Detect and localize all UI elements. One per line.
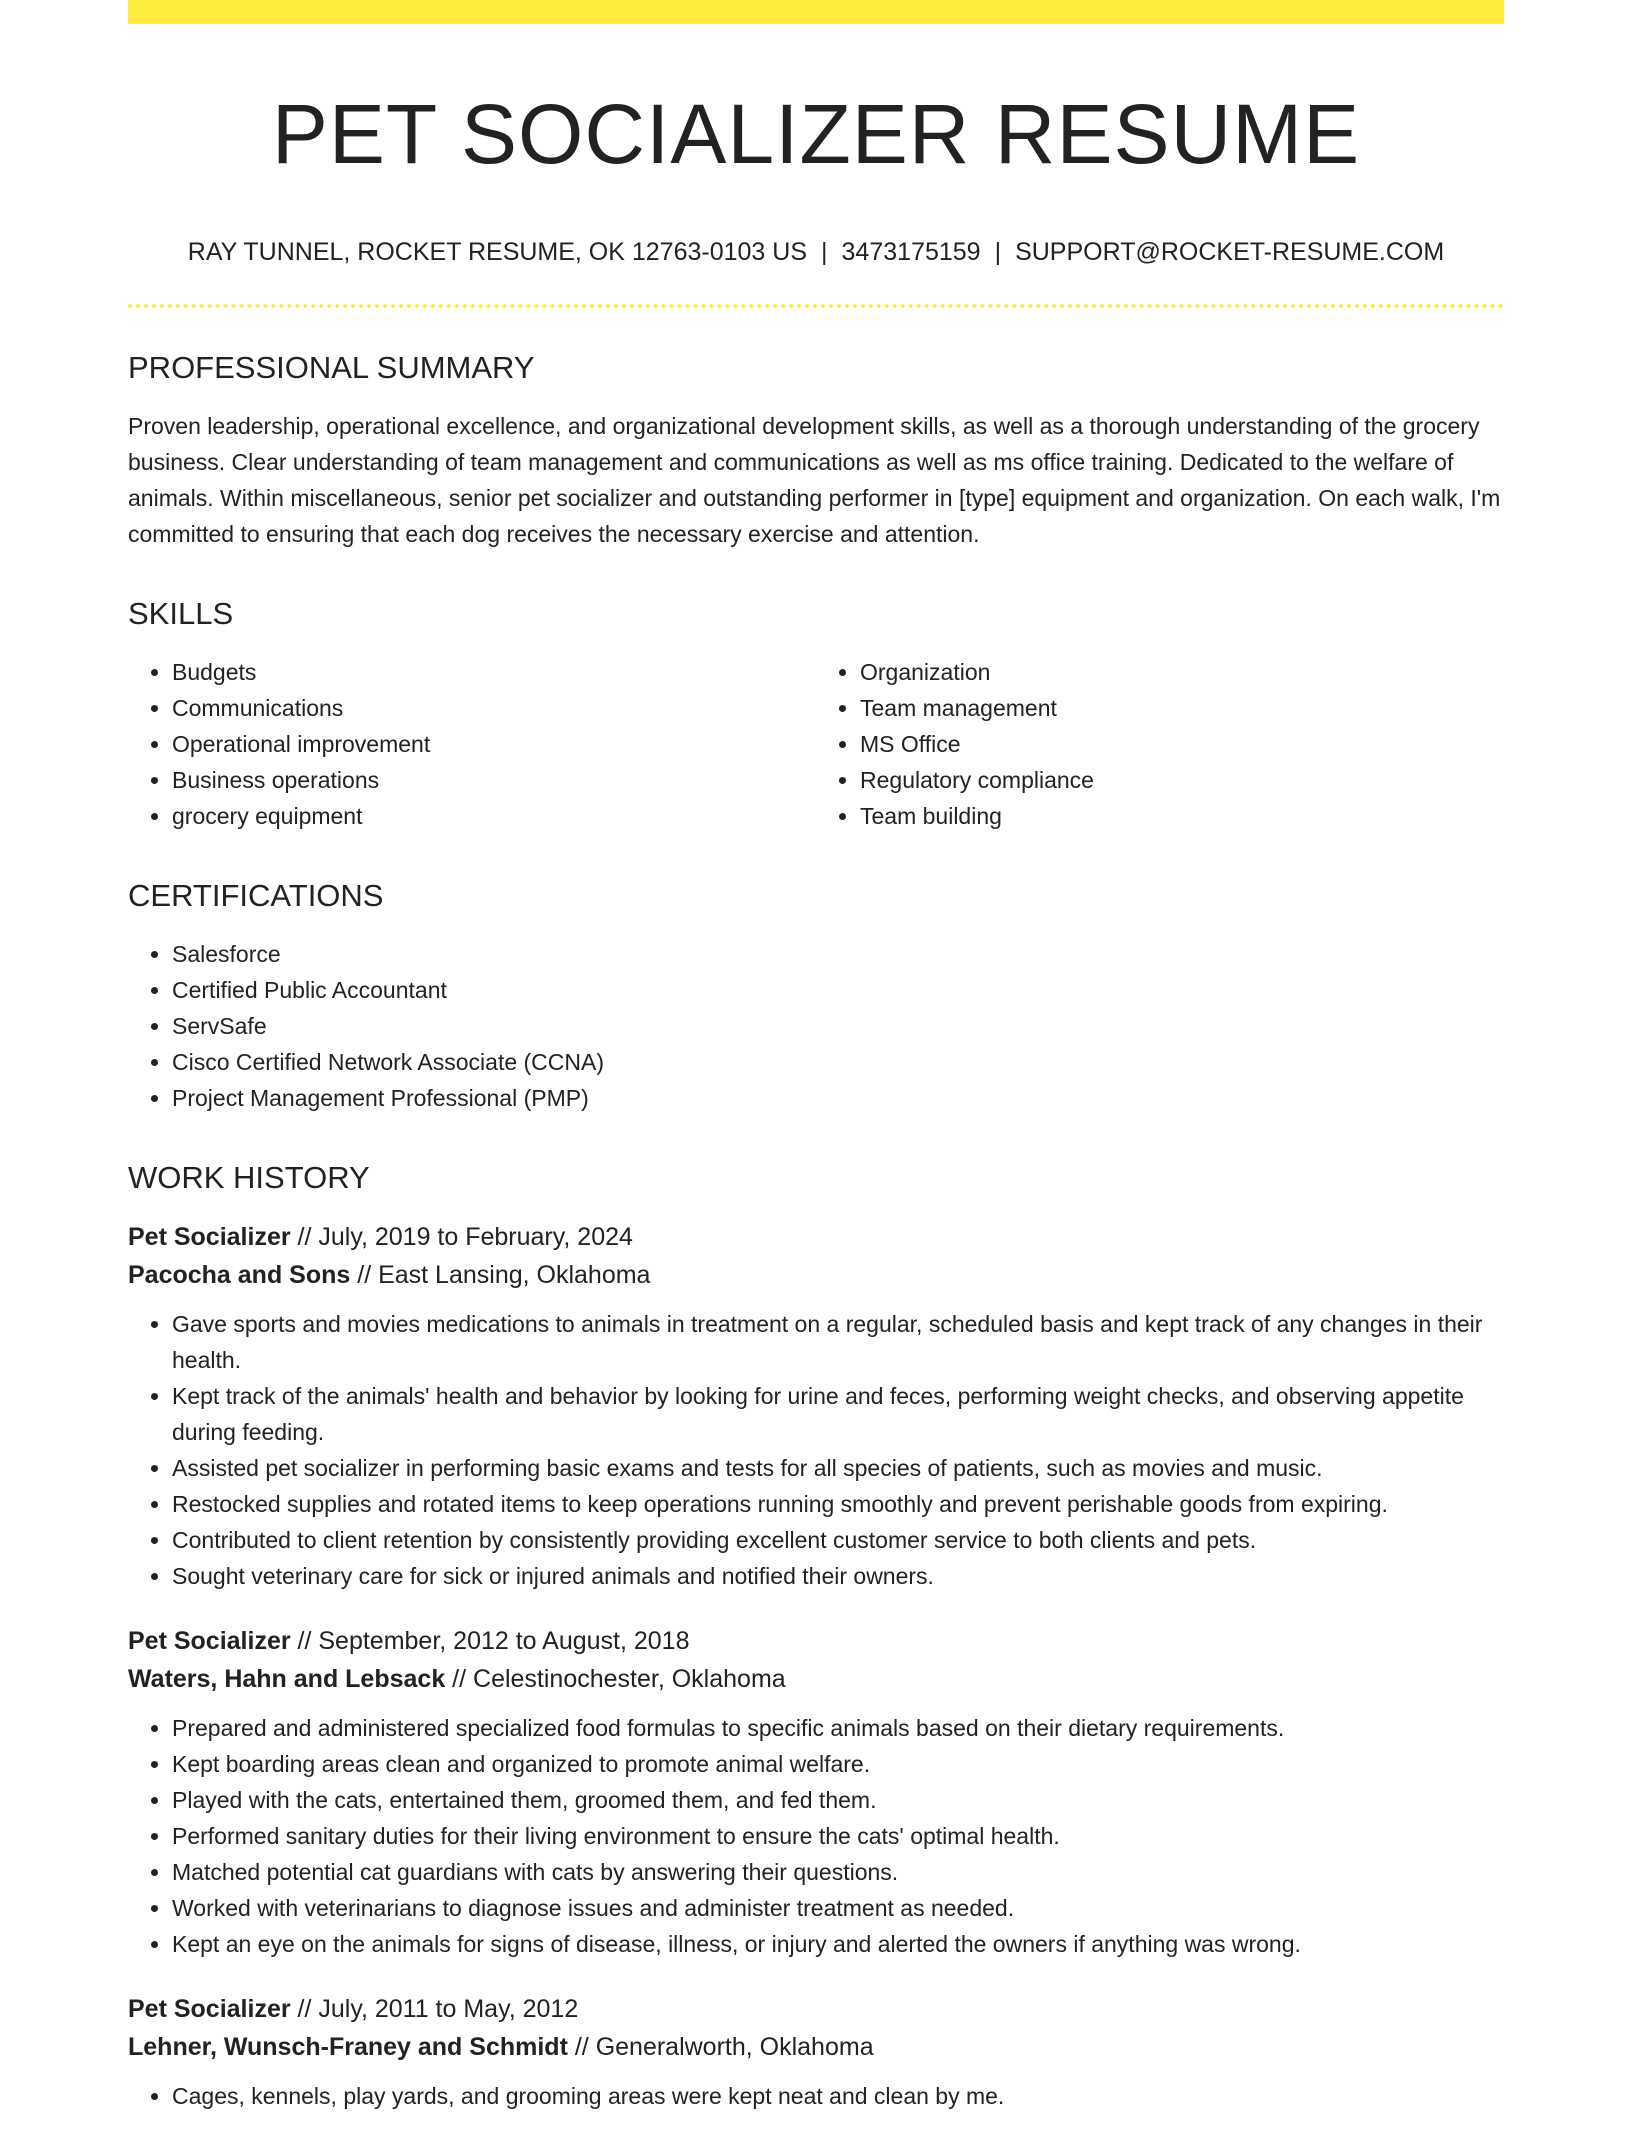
- job-bullet: • Sought veterinary care for sick or injured animals and notified their owners.: [172, 1558, 1504, 1594]
- resume-page: [128, 0, 1504, 2142]
- job-location: // Generalworth, Oklahoma: [567, 2033, 874, 2061]
- job-bullet: • Kept boarding areas clean and organized to promote animal welfare.: [172, 1746, 1504, 1782]
- job-company: Waters, Hahn and Lebsack: [128, 1665, 446, 1693]
- job-entry: [128, 1622, 1504, 1962]
- job-location: // East Lansing, Oklahoma: [350, 1261, 651, 1289]
- skills-columns: [128, 654, 1504, 834]
- summary-heading: PROFESSIONAL SUMMARY: [128, 350, 535, 385]
- job-bullet: • Prepared and administered specialized food formulas to specific animals based on their dietary requirements.: [172, 1710, 1504, 1746]
- contact-email: SUPPORT@ROCKET-RESUME.COM: [1015, 238, 1445, 266]
- job-bullet: • Performed sanitary duties for their living environment to ensure the cats' optimal health.: [172, 1818, 1504, 1854]
- job-title-line: [128, 1622, 1504, 1660]
- job-company: Pacocha and Sons: [128, 1261, 351, 1289]
- contact-separator: |: [994, 238, 1002, 266]
- dotted-divider: [128, 304, 1504, 308]
- job-bullet: • Kept track of the animals' health and behavior by looking for urine and feces, performing weight checks, and observing appetite during feeding.: [172, 1378, 1504, 1450]
- certification-item: • ServSafe: [172, 1008, 1504, 1044]
- skill-item: • MS Office: [860, 726, 1504, 762]
- certification-item: • Project Management Professional (PMP): [172, 1080, 1504, 1116]
- skill-item: • Team building: [860, 798, 1504, 834]
- job-bullet: • Matched potential cat guardians with cats by answering their questions.: [172, 1854, 1504, 1890]
- job-bullet: • Cages, kennels, play yards, and grooming areas were kept neat and clean by me.: [172, 2078, 1504, 2114]
- skill-item: • Business operations: [172, 762, 816, 798]
- job-bullets: [128, 1306, 1504, 1594]
- job-bullet: • Kept an eye on the animals for signs of disease, illness, or injury and alerted the owners if anything was wrong.: [172, 1926, 1504, 1962]
- job-company-line: [128, 2028, 1504, 2066]
- skills-left-list: [128, 654, 816, 834]
- skills-right-list: [816, 654, 1504, 834]
- summary-text: Proven leadership, operational excellence, and organizational development skills, as well as a thorough understanding of the grocery business. Clear understanding of team management and communications as well as ms office training. Dedicated to the welfare of animals. Within miscellaneous, senior pet socializer and outstanding performer in [type] equipment and organization. On each walk, I'm committed to ensuring that each dog receives the necessary exercise and attention.: [128, 413, 1501, 547]
- job-title: Pet Socializer: [128, 1627, 291, 1655]
- job-bullet: • Worked with veterinarians to diagnose issues and administer treatment as needed.: [172, 1890, 1504, 1926]
- job-company-line: [128, 1660, 1504, 1698]
- skills-heading: SKILLS: [128, 596, 234, 631]
- job-title-line: [128, 1218, 1504, 1256]
- skill-item: • Budgets: [172, 654, 816, 690]
- certification-item: • Certified Public Accountant: [172, 972, 1504, 1008]
- job-dates: // September, 2012 to August, 2018: [290, 1627, 690, 1655]
- job-bullet: • Contributed to client retention by consistently providing excellent customer service to both clients and pets.: [172, 1522, 1504, 1558]
- resume-title: PET SOCIALIZER RESUME: [271, 87, 1361, 181]
- job-dates: // July, 2019 to February, 2024: [290, 1223, 633, 1251]
- job-bullet: • Played with the cats, entertained them, groomed them, and fed them.: [172, 1782, 1504, 1818]
- skill-item: • Team management: [860, 690, 1504, 726]
- job-bullets: [128, 1710, 1504, 1962]
- contact-separator: |: [821, 238, 828, 266]
- job-entry: [128, 1990, 1504, 2114]
- contact-address: RAY TUNNEL, ROCKET RESUME, OK 12763-0103 US: [187, 238, 808, 266]
- job-dates: // July, 2011 to May, 2012: [290, 1995, 579, 2023]
- certifications-heading: CERTIFICATIONS: [128, 878, 384, 913]
- job-company-line: [128, 1256, 1504, 1294]
- job-bullets: [128, 2078, 1504, 2114]
- contact-phone: 3473175159: [841, 238, 981, 266]
- top-accent-bar: [128, 0, 1504, 24]
- job-bullet: • Restocked supplies and rotated items to keep operations running smoothly and prevent perishable goods from expiring.: [172, 1486, 1504, 1522]
- certification-item: • Cisco Certified Network Associate (CCNA): [172, 1044, 1504, 1080]
- job-bullet: • Assisted pet socializer in performing basic exams and tests for all species of patients, such as movies and music.: [172, 1450, 1504, 1486]
- certification-item: • Salesforce: [172, 936, 1504, 972]
- work-history-heading: WORK HISTORY: [128, 1160, 370, 1195]
- job-company: Lehner, Wunsch-Franey and Schmidt: [128, 2033, 568, 2061]
- skill-item: • Regulatory compliance: [860, 762, 1504, 798]
- job-title: Pet Socializer: [128, 1223, 291, 1251]
- job-location: // Celestinochester, Oklahoma: [445, 1665, 786, 1693]
- job-title-line: [128, 1990, 1504, 2028]
- skill-item: • Communications: [172, 690, 816, 726]
- skill-item: • grocery equipment: [172, 798, 816, 834]
- skill-item: • Organization: [860, 654, 1504, 690]
- skill-item: • Operational improvement: [172, 726, 816, 762]
- job-title: Pet Socializer: [128, 1995, 291, 2023]
- certifications-list: [128, 936, 1504, 1116]
- job-entry: [128, 1218, 1504, 1594]
- job-bullet: • Gave sports and movies medications to animals in treatment on a regular, scheduled basis and kept track of any changes in their health.: [172, 1306, 1504, 1378]
- contact-line: [128, 234, 1504, 270]
